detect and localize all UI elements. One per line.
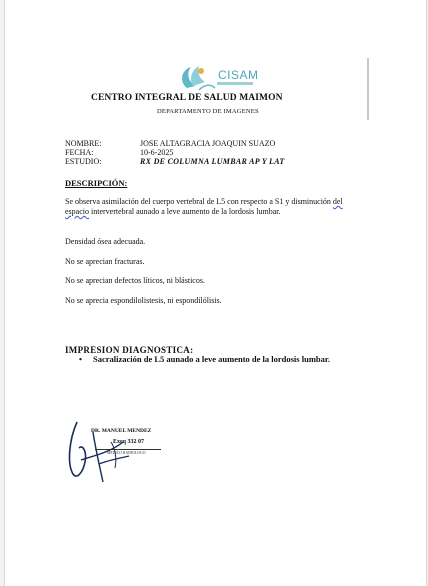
paragraph-1-part-a: Se observa asimilación del cuerpo vertebral de L5 con respecto a S1 y disminución <box>65 197 333 206</box>
cisam-logo <box>177 62 257 92</box>
date-label: FECHA: <box>65 148 94 157</box>
logo-underline <box>217 82 253 85</box>
description-paragraph-3: No se aprecian fracturas. <box>65 257 145 266</box>
name-value: JOSE ALTAGRACIA JOAQUIN SUAZO <box>140 139 276 148</box>
signature-name: DR. MANUEL MENDEZ <box>91 428 152 434</box>
logo-text: CISAM <box>218 68 259 82</box>
logo-emblem-icon <box>177 62 217 92</box>
name-label: NOMBRE: <box>65 139 102 148</box>
signature-number: Exeq 332 07 <box>113 439 145 445</box>
study-value: RX DE COLUMNA LUMBAR AP Y LAT <box>140 157 285 166</box>
paragraph-1-part-c: intervertebral aunado a leve aumento de la lordosis lumbar. <box>89 207 281 216</box>
impression-heading: IMPRESION DIAGNOSTICA: <box>65 345 194 355</box>
impression-item: Sacralización de L5 aunado a leve aumento de la lordosis lumbar. <box>93 354 330 364</box>
department-name: DEPARTAMENTO DE IMAGENES <box>157 108 259 115</box>
signature-line <box>95 449 161 450</box>
handwritten-signature <box>63 412 183 488</box>
center-name: CENTRO INTEGRAL DE SALUD MAIMON <box>91 93 283 103</box>
description-paragraph-4: No se aprecian defectos líticos, ni blásticos. <box>65 276 205 285</box>
document-page <box>4 0 427 586</box>
margin-line <box>367 58 369 120</box>
signature-role: MEDICO RADIOLOGO <box>107 451 146 455</box>
study-label: ESTUDIO: <box>65 157 102 166</box>
description-heading: DESCRIPCIÓN: <box>65 178 128 188</box>
description-paragraph-5: No se aprecia espondilolistesis, ni espondilólisis. <box>65 296 222 305</box>
bullet-icon: • <box>79 354 82 364</box>
description-paragraph-2: Densidad ósea adecuada. <box>65 237 146 246</box>
date-value: 10-6-2025 <box>140 148 174 157</box>
paragraph-1-flagged-word: del espacio <box>65 197 343 216</box>
description-paragraph-1 <box>65 197 361 217</box>
